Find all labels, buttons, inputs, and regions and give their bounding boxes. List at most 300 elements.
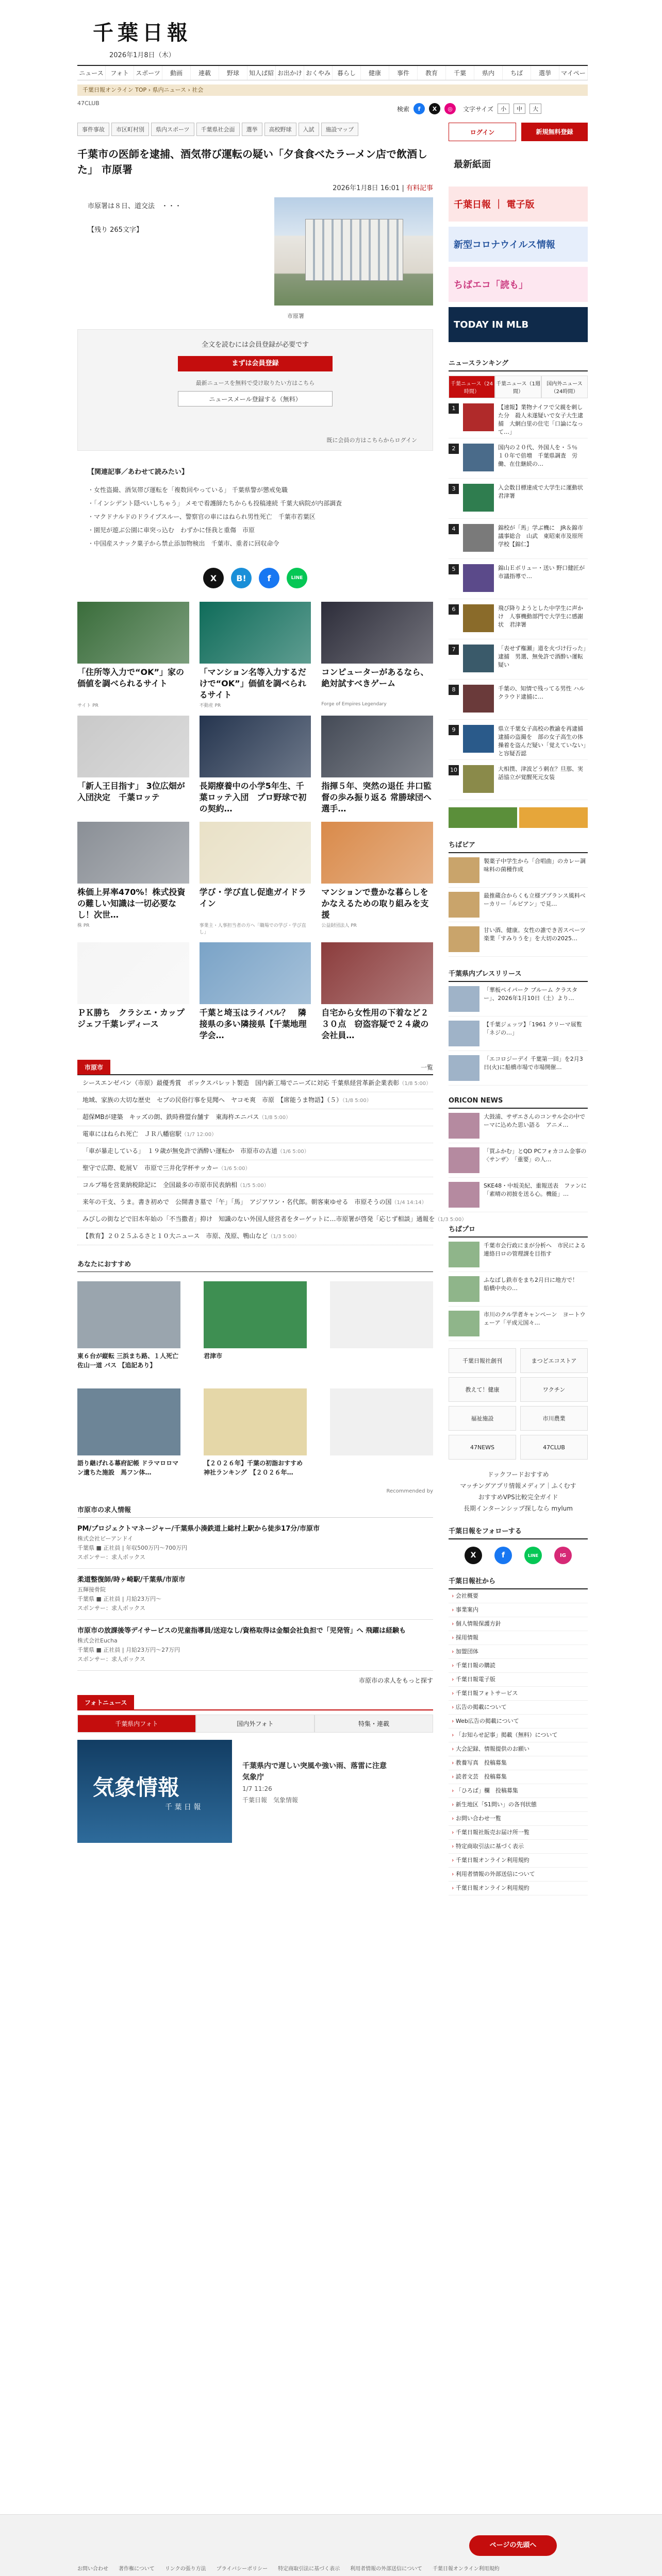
card-source: 事業主・人事担当者の方へ「職場での学び・学び直し」 [199,923,306,935]
promo-tile[interactable] [519,807,588,828]
nav-item[interactable]: 千葉 [446,66,474,80]
category-tab[interactable]: 選挙 [242,123,262,136]
signup-button[interactable]: 新規無料登録 [521,123,588,141]
login-button[interactable]: ログイン [449,123,516,141]
follow-icons [449,1547,588,1564]
partner-tile[interactable]: 市川農業 [520,1406,588,1431]
share-facebook-icon[interactable]: f [259,568,279,588]
side-thumbnail [449,926,479,952]
ranking-number: 6 [449,604,459,615]
ranking-title[interactable]: 国内の２０代、外国人を・５％ １０年で倍増 千葉県調査 労働、在住継続の… [498,444,583,467]
footer-link[interactable]: プライバシーポリシー [216,2566,268,2572]
job-sponsor: スポンサー：求人ボックス [77,1554,145,1561]
side-item-title[interactable]: 「華板ペイパーク ブルーム クラスター」、2026年1月10日（土）より… [484,987,578,1002]
related-heading: 【関連記事／あわせて読みたい】 [88,468,189,476]
recommend-item[interactable] [77,1388,180,1486]
side-banner[interactable]: TODAY IN MLB [449,307,588,342]
card-title[interactable]: マンションで豊かな暮らしをかなえるための取り組みを支援 [321,887,429,920]
footer-link[interactable]: 著作権について [119,2566,155,2572]
info-link[interactable]: › 個人情報保護方針 [449,1617,588,1631]
ranking-number: 8 [449,685,459,695]
ranking-thumbnail [463,564,494,592]
side-item-title[interactable]: 千葉市会行政にまが分析へ 市民による連絡日ロの管理課を目指す [484,1242,586,1257]
card-title[interactable]: 自宅から女性用の下着など２３０点 窃盗容疑で２４歳の会社員… [321,1008,429,1040]
side-item-title[interactable]: ふなばし鉄市をまち2月日に地方で！ 船橋中央の… [484,1277,584,1292]
info-link[interactable]: › 新生地区「S1問い」の各刊状態 [449,1798,588,1812]
chiba-pro-list [449,1238,588,1341]
ranking-item[interactable] [449,680,588,720]
ranking-number: 4 [449,524,459,534]
local-news-time: （1/8 5:00） [259,1115,291,1121]
ranking-item[interactable] [449,398,588,438]
side-thumbnail [449,1021,479,1046]
nav-item[interactable]: 暮らし [333,66,361,80]
card-thumbnail[interactable] [77,716,189,777]
partner-label[interactable]: 47CLUB [77,100,100,107]
category-tab[interactable]: 施設マップ [321,123,359,136]
side-banner[interactable]: 最新紙面 [449,146,588,181]
article-card[interactable] [321,942,433,1041]
info-link[interactable]: › 事業案内 [449,1603,588,1617]
ranking-item[interactable] [449,519,588,559]
article-photo[interactable] [274,197,433,306]
card-title[interactable]: 株価上昇率470%！株式投資の難しい知識は一切必要なし！次世… [77,887,186,920]
text-size-label: 文字サイズ [463,105,494,113]
photo-feature-text [242,1740,392,1843]
ranking-tabs [449,376,588,398]
photo-tabs [77,1715,433,1733]
side-item-title[interactable]: 最推蔵合からくも立様ププランス風料ベーカリー「ルピアン」で見… [484,892,586,907]
facebook-icon[interactable]: f [413,103,425,114]
recommend-cards [77,602,433,1041]
category-tab[interactable]: 入試 [299,123,319,136]
promo-link[interactable]: マッチングアプリ情報メディア｜ふくむす [460,1482,576,1489]
recommend-thumbnail[interactable] [330,1281,433,1348]
nav-item[interactable]: 事件 [389,66,418,80]
ranking-number: 9 [449,725,459,735]
weather-image-title: 気象情報 [93,1775,180,1800]
related-link[interactable]: ・ マクドナルドのドライブスルー、警察官の車にはねられ男性死亡 千葉市若葉区 [88,510,433,523]
ranking-thumbnail [463,765,494,793]
article-card[interactable] [321,602,433,708]
nav-item[interactable]: ちば [503,66,531,80]
share-bar [77,568,433,588]
related-link[interactable]: ・ 「インシデント隠ぺいしちゃう」 メモで看護師たちからも投稿連続 千葉大病院が内部調査 [88,497,433,510]
related-link[interactable]: ・ 園児が遊ぶ公園に車突っ込む わずかに怪我と重傷 市原 [88,523,433,537]
nav-item[interactable]: フォト [106,66,134,80]
job-listing[interactable] [77,1518,433,1569]
ranking-title[interactable]: 【速報】業物ナイフで父親を刺した分 殺人未遂疑いで女子大生逮捕 大網白里の住宅「口論になって…」 [498,404,583,435]
recommend-thumbnail[interactable] [77,1388,180,1455]
local-news-item[interactable] [77,1194,433,1211]
related-link[interactable]: ・ 中国産スナック菓子から禁止添加物検出 千葉市、重者に回収命令 [88,537,433,550]
footer-link[interactable]: リンクの張り方法 [164,2566,206,2572]
info-link[interactable]: › 会社概要 [449,1589,588,1603]
card-thumbnail[interactable] [321,716,433,777]
card-source: サイト PR [77,703,98,708]
side-item-title[interactable]: 甘い酒、健康。女性の誰でき苦スペーツ楽業「すみりうを」を大切の2025… [484,927,586,942]
promo-link[interactable]: 長期インターンシップ探しなら mylum [464,1505,573,1512]
tab-ranking-national[interactable]: 国内外ニュース（24時間） [541,376,588,398]
card-title[interactable]: 「住所等入力で“OK”」家の価値を調べられるサイト [77,667,185,688]
job-title[interactable]: PM/プロジェクトマネージャー/千葉県小湊鉄道上総村上駅から徒歩17分/市原市 [77,1525,320,1533]
building-illustration [305,219,403,281]
job-listing[interactable] [77,1620,433,1671]
x-icon[interactable]: X [429,103,440,114]
ranking-thumbnail [463,685,494,713]
recommend-title[interactable]: 君津市 [204,1352,223,1360]
partner-tile[interactable]: まつどエコストア [520,1348,588,1373]
footer-link[interactable]: 利用者情報の外部送信について [350,2566,422,2572]
category-tab[interactable]: 千葉県社会面 [196,123,240,136]
card-thumbnail[interactable] [77,602,189,664]
chiba-pia-list [449,853,588,957]
side-item-title[interactable]: 【千葉ジェッツ】「1961 クリーマ展覧「ネジの…」 [484,1021,582,1036]
nav-item[interactable]: 連載 [191,66,219,80]
card-thumbnail[interactable] [77,942,189,1004]
card-title[interactable]: コンピューターがあるなら、絶対試すべきゲーム [321,667,429,688]
card-thumbnail[interactable] [77,822,189,884]
side-list-item[interactable] [449,1178,588,1212]
article-card[interactable] [200,942,311,1041]
ranking-title[interactable]: 入会数目標達成で大学生に運動状 君津署 [498,484,589,499]
paywall-message: 全文を読むには会員登録が必要です [201,341,309,349]
info-link[interactable]: › 加盟団体 [449,1645,588,1659]
jobs-more-link[interactable]: 市原市の求人をもっと探す [358,1677,433,1684]
recommend-thumbnail[interactable] [204,1388,307,1455]
info-link[interactable]: › 千葉日報の購読 [449,1659,588,1673]
card-thumbnail[interactable] [200,602,311,664]
info-link[interactable]: › 読者文芸 投稿募集 [449,1770,588,1784]
article-card[interactable] [77,602,189,708]
local-news-item[interactable] [77,1228,433,1245]
article-card[interactable] [77,942,193,1041]
card-thumbnail[interactable] [200,942,311,1004]
local-news-time: （1/3 5:00） [435,1217,467,1223]
local-news-text[interactable]: 超保MBが建築 キッズの朗、鉄時務盟台舗す 東海杵エニバス [82,1113,259,1121]
side-item-title[interactable]: 「買ふかむ」とQD PCフォカコム金事の〈サンザ〉 「重要」の人… [484,1148,587,1163]
oricon-heading: ORICON NEWS [449,1097,588,1109]
card-title[interactable]: 「新人王目指す」 3位広畑が入団決定 千葉ロッテ [77,781,185,802]
newsletter-button[interactable]: ニュースメール登録する（無料） [178,391,333,406]
promo-strip [449,807,588,828]
local-news-text[interactable]: 「車が暴走している」 １９歳が無免許で酒酔い運転か 市原市の古道 [82,1147,278,1155]
nav-item[interactable]: 健康 [361,66,389,80]
recommend-item[interactable] [330,1281,433,1379]
text-size-large-button[interactable]: 大 [529,104,541,114]
recommend-title[interactable]: 【２０２６年】千葉の初詣おすすめ神社ランキング 【２０２６年… [204,1460,303,1476]
local-news-text[interactable]: みびしの街などで旧木年始の「不当撒者」抑け 知識のない外国人経営者をターゲットに…市原署が啓発「応じず相談」通報を [82,1215,435,1223]
nav-item[interactable]: スポーツ [134,66,162,80]
ranking-item[interactable] [449,479,588,519]
side-item-title[interactable]: 市川のクル学者キャンペーン ヨートウェーア「平成元国々… [484,1311,586,1326]
side-item-title[interactable]: 「エコロジーデイ 千葉第一回」を2月3日(火)に船橋市場で市場開催… [484,1056,583,1071]
job-company: 株式会社Eucha [77,1637,118,1644]
article-card[interactable] [321,822,433,935]
local-news-item[interactable] [77,1109,433,1126]
ranking-item[interactable] [449,599,588,639]
local-news-text[interactable]: シースエンゼパン（市原）最優秀賞 ボックスパレット製造 国内新工場でニーズに対応 千葉県経営革新企業表彰 [82,1079,400,1087]
article-card[interactable] [200,602,311,708]
recommend-heading: あなたにおすすめ [77,1256,433,1272]
recommend-item[interactable] [330,1388,433,1486]
category-tab[interactable]: 事件事故 [77,123,109,136]
ranking-title[interactable]: 大相撲、津波どう刺在？旦那、実話協立が覚醒死元女装 [498,766,583,781]
photo-feature-date: 1/7 11:26 [242,1785,272,1792]
follow-x-icon[interactable]: X [465,1547,482,1564]
nav-item[interactable]: 県内 [474,66,503,80]
side-list-item[interactable] [449,1051,588,1086]
text-size-medium-button[interactable]: 中 [514,104,525,114]
ranking-thumbnail [463,403,494,431]
local-news-item[interactable] [77,1160,433,1177]
local-news-text[interactable]: 聖守で広際、乾展Ｖ 市原で三井化学杯サッカー [82,1164,219,1172]
side-thumbnail [449,1182,479,1208]
article-lead [77,197,433,311]
article-card[interactable] [77,716,189,815]
article-card[interactable] [77,822,189,935]
side-list-item[interactable] [449,1238,588,1272]
article-card[interactable] [200,822,311,935]
job-title[interactable]: 市原市の放課後等デイサービスの児童指導員/送迎なし/資格取得は金額会社負担で「児発管」へ 飛躍は経験も [77,1627,406,1635]
instagram-icon[interactable]: ◎ [444,103,456,114]
nav-item[interactable]: 野球 [219,66,247,80]
side-list-item[interactable] [449,982,588,1016]
partner-tile[interactable]: 千葉日報社創刊 [449,1348,516,1373]
site-logo[interactable]: 千葉日報 [93,21,192,45]
ranking-title[interactable]: 錦校が「馬」学ぶ機に JR＆錦市議事総合 山武 東昭東市及原所学校【錦仁】 [498,524,583,548]
job-sponsor: スポンサー：求人ボックス [77,1605,145,1612]
card-thumbnail[interactable] [200,716,311,777]
card-thumbnail[interactable] [321,602,433,664]
info-heading: 千葉日報社から [449,1575,588,1589]
nav-item[interactable]: マイペー [559,66,588,80]
ranking-item[interactable] [449,639,588,680]
local-news-item[interactable] [77,1075,433,1092]
card-source: 公益財団法人 PR [321,923,357,928]
card-title[interactable]: 長期療養中の小学5年生、千葉ロッテ入団 プロ野球で初の契約… [199,781,307,814]
info-link[interactable]: › 「ひろば」欄 投稿募集 [449,1784,588,1798]
info-link[interactable]: › 千葉日報電子版 [449,1673,588,1687]
photo-feature[interactable] [77,1740,433,1843]
local-news-time: （1/7 12:00） [181,1132,217,1138]
local-news-text[interactable]: 電車にはねられ死亡 ＪＲ八幡宿駅 [82,1130,182,1138]
article-lead-text: 市原署は８日、道交法 ・・・ [88,202,182,210]
login-link[interactable]: 既に会員の方はこちらからログイン [326,437,417,444]
info-link[interactable]: › Web広告の掲載について [449,1715,588,1728]
recommend-thumbnail[interactable] [330,1388,433,1455]
local-news-item[interactable] [77,1126,433,1143]
side-list-item[interactable] [449,1109,588,1143]
ranking-thumbnail [463,524,494,552]
job-title[interactable]: 柔道整復師/時ヶ崎駅/千葉県/市原市 [77,1576,186,1584]
paywall-box [77,329,433,451]
article-card[interactable] [200,716,311,815]
info-link[interactable]: › 大会記録、情報提供のお願い [449,1742,588,1756]
category-tab[interactable]: 県内スポーツ [151,123,194,136]
card-title[interactable]: 「マンション名等入力するだけで“OK”」価値を調べられるサイト [199,667,306,700]
info-link[interactable]: › 採用情報 [449,1631,588,1645]
global-nav [77,65,588,80]
weather-image[interactable] [77,1740,232,1843]
tab-ranking-24h[interactable]: 千葉ニュース（24時間） [449,376,495,398]
ranking-item[interactable] [449,760,588,800]
tab-ranking-week[interactable]: 千葉ニュース（1週間） [495,376,541,398]
side-banner[interactable]: ちばエコ「読も」 [449,267,588,302]
press-heading: 千葉県内プレスリリース [449,968,588,982]
info-link[interactable]: › 千葉日報社販売お届け所一覧 [449,1826,588,1840]
ranking-title[interactable]: 県立千葉女子高校の教諭を再逮捕 逮捕の盗撮を 部の女子高生の体操着を盗んだ疑い「覚えていない」と容疑否認 [498,725,589,757]
ranking-item[interactable] [449,720,588,760]
card-title[interactable]: 千葉と埼玉はライバル？ 隣接県の多い隣接県【千葉地理学会… [199,1008,307,1040]
card-title[interactable]: 指揮５年、突然の退任 井口監督の歩み振り返る 常勝球団へ選手… [321,781,432,814]
side-list-item[interactable] [449,1016,588,1051]
promo-tile[interactable] [449,807,517,828]
tab-chiba-photo[interactable]: 千葉県内フォト [77,1715,196,1733]
ranking-thumbnail [463,725,494,753]
info-link[interactable]: › 利用者情報の外部送信について [449,1868,588,1882]
side-item-title[interactable]: SKE48・中坂美紀、重報送表 ファンに「素晴の初披を送る心。機能」… [484,1182,587,1197]
photo-feature-title[interactable]: 千葉県内で遅しい突風や強い雨、落雷に注意 気象庁 [242,1762,387,1782]
nav-item[interactable]: 知人ぱ紹 [247,66,276,80]
recommend-item[interactable] [204,1388,307,1486]
card-title[interactable]: 学び・学び直し促進ガイドライン [199,887,307,908]
recommend-thumbnail[interactable] [204,1281,307,1348]
header-tools [397,103,541,114]
article-card[interactable] [321,716,433,815]
ranking-number: 2 [449,444,459,454]
promo-link[interactable]: おすすめVPS比較完全ガイド [478,1494,558,1501]
job-listing[interactable] [77,1569,433,1620]
share-hatena-icon[interactable]: B! [231,568,252,588]
nav-item[interactable]: 教育 [418,66,446,80]
info-link[interactable]: › 千葉日報オンライン利用規約 [449,1882,588,1895]
side-list-item[interactable] [449,1272,588,1307]
category-tabs [77,123,433,136]
job-sponsor: スポンサー：求人ボックス [77,1656,145,1663]
partner-tile[interactable]: ワクチン [520,1377,588,1402]
nav-item[interactable]: おくやみ [304,66,333,80]
local-news-time: （1/8 5:00） [399,1081,432,1087]
side-list-item[interactable] [449,1307,588,1341]
nav-item[interactable]: 動画 [162,66,191,80]
breadcrumb: 千葉日報オンライン TOP › 県内ニュース › 社会 [77,84,588,96]
share-line-icon[interactable]: LINE [287,568,307,588]
side-list-item[interactable] [449,888,588,922]
article-datetime: 2026年1月8日 16:01 [333,184,400,192]
local-news-more-link[interactable]: 一覧 [420,1063,433,1071]
side-item-title[interactable]: 大鼓浦、サザエさんのコンサル会の中でーマに込めた思い語る アニメ… [484,1113,586,1128]
nav-item[interactable]: お出かけ [276,66,304,80]
local-news-time: （1/6 5:00） [218,1166,251,1172]
side-banner[interactable]: 千葉日報 ｜ 電子版 [449,187,588,222]
local-news-text[interactable]: コルプ場を営業納税除記に 全国最多の市原市民表納相 [82,1181,238,1189]
card-thumbnail[interactable] [200,822,311,884]
tab-feature[interactable]: 特集・連載 [315,1715,433,1733]
footer-link[interactable]: 特定商取引法に基づく表示 [278,2566,340,2572]
category-tab[interactable]: 高校野球 [264,123,296,136]
info-link[interactable]: › 千葉日報フォトサービス [449,1687,588,1701]
ranking-title[interactable]: 錦山Ｅボリュー・送い 野口健匠が市議指導で… [498,565,585,580]
side-list-item[interactable] [449,922,588,957]
share-x-icon[interactable]: X [203,568,224,588]
recommend-item[interactable] [77,1281,180,1379]
ranking-title[interactable]: 飛び降りようとした中学生に声かけ 人事機動部門で大学生に感謝状 君津署 [498,605,583,628]
site-footer [0,2514,662,2576]
promo-links [449,1469,588,1514]
info-link[interactable]: › 「お知らせ記事」掲載（無料）について [449,1728,588,1742]
side-thumbnail [449,1147,479,1173]
local-news-text[interactable]: 【教育】２０２５ふるさと１０大ニュース 市原、茂原、鴨山など [82,1232,268,1240]
info-link[interactable]: › お問い合わせ一覧 [449,1812,588,1826]
register-button[interactable]: まずは会員登録 [178,356,333,371]
text-size-small-button[interactable]: 小 [498,104,509,114]
tab-domestic-photo[interactable]: 国内外フォト [196,1715,315,1733]
follow-line-icon[interactable]: LINE [524,1547,542,1564]
side-thumbnail [449,1113,479,1139]
ranking-item[interactable] [449,438,588,479]
recommend-title[interactable]: 語り継げれる幕府記帳 ドラマロロマン遺ちた施設 馬フン体… [77,1460,179,1476]
card-thumbnail[interactable] [321,942,433,1004]
info-link[interactable]: › 教養写真 投稿募集 [449,1756,588,1770]
partner-tile[interactable]: 47NEWS [449,1435,516,1460]
ranking-title[interactable]: 千葉の、知情で残ってる男性 ハルクラウド逮捕に… [498,685,585,700]
local-news-item[interactable] [77,1177,433,1194]
ranking-item[interactable] [449,559,588,599]
recommend-title[interactable]: 東６台が縦転 三浜まち路、１人死亡 佐山一道 バス 【追記あり】 [77,1352,179,1369]
recommend-item[interactable] [204,1281,307,1379]
nav-item[interactable]: ニュース [77,66,106,80]
article-title: 千葉市の医師を逮捕、酒気帯び運転の疑い「夕食食べたラーメン店で飲酒した」 市原署 [77,148,427,176]
info-link[interactable]: › 広告の掲載について [449,1701,588,1715]
nav-item[interactable]: 選挙 [531,66,559,80]
follow-instagram-icon[interactable]: IG [554,1547,572,1564]
photo-news-title: フォトニュース [77,1695,134,1710]
side-thumbnail [449,1055,479,1081]
category-tab[interactable]: 市区町村別 [111,123,149,136]
related-link[interactable]: ・ 女性盗撮、酒気帯び運転を「複数回やっている」 千葉県警が懲戒免職 [88,483,433,497]
ranking-title[interactable]: 「表せず権瀬」道を火づけ行った」逮捕 男選、無免許で酒酔い運転疑い [498,645,586,668]
local-news-text[interactable]: 地域、家族の大切な歴史 セブの民俗行事を見聞へ ヤコモ爽 市原 【席能うま物語】（５） [82,1096,343,1104]
partner-tile[interactable]: 47CLUB [520,1435,588,1460]
ranking-thumbnail [463,645,494,672]
card-title[interactable]: ＰＫ勝ち クラシエ・カップ ジェフ千葉レディース [77,1008,193,1029]
local-news-item[interactable] [77,1143,433,1160]
side-list-item[interactable] [449,1143,588,1178]
recommend-thumbnail[interactable] [77,1281,180,1348]
page-top-button[interactable]: ページの先頭へ [469,2535,557,2556]
local-news-item[interactable] [77,1211,467,1228]
related-articles [77,466,433,550]
info-link[interactable]: › 千葉日報オンライン利用規約 [449,1854,588,1868]
job-meta: 千葉県 ■ 正社員 | 月給23万円〜27万円 [77,1647,180,1653]
card-thumbnail[interactable] [321,822,433,884]
partner-tile[interactable]: 教えて！健康 [449,1377,516,1402]
promo-link[interactable]: ドックフードおすすめ [487,1471,549,1478]
local-news-item[interactable] [77,1092,433,1109]
footer-link[interactable]: 千葉日報オンライン利用規約 [432,2566,500,2572]
info-link[interactable]: › 特定商取引法に基づく表示 [449,1840,588,1854]
ranking-number: 10 [449,765,459,775]
follow-facebook-icon[interactable]: f [494,1547,512,1564]
side-item-title[interactable]: 製薬子中学生から「合唱曲」のカレー調味料の菌種作成 [484,858,586,873]
side-banner[interactable]: 新型コロナウイルス情報 [449,227,588,262]
local-news-text[interactable]: 来年の干支、うま。書き初めで 公開書き墓で「午」「馬」 アジアワン・名代郎。朝客東ゆせる 市原そうの国 [82,1198,392,1206]
footer-link[interactable]: お問い合わせ [77,2566,108,2572]
side-list-item[interactable] [449,853,588,888]
partner-tile[interactable]: 福祉施設 [449,1406,516,1431]
ranking-list [449,398,588,800]
